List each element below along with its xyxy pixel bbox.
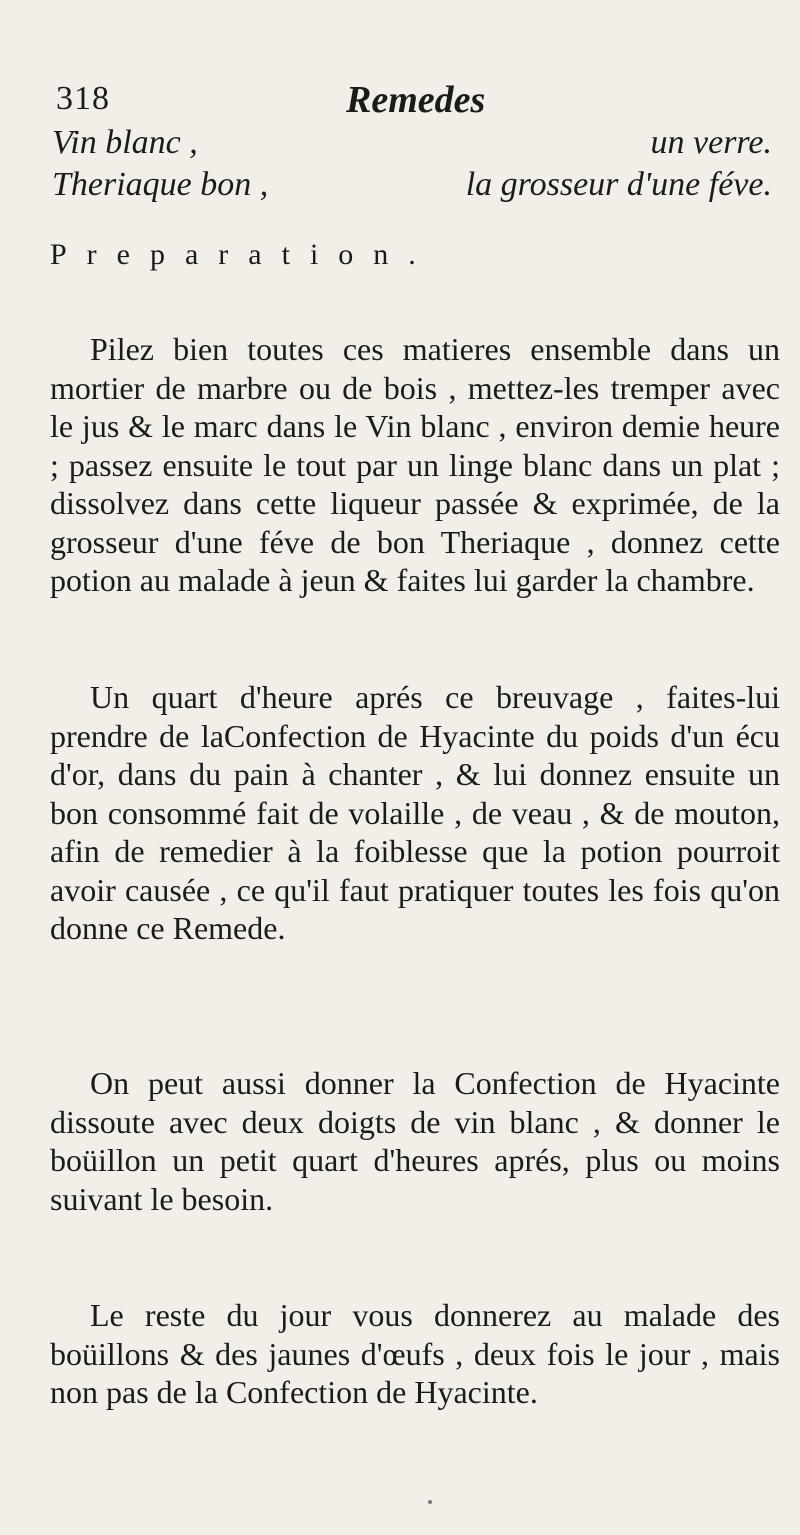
ingredient-row: [52, 124, 772, 166]
paragraph: Pilez bien toutes ces matieres ensemble dans un mortier de marbre ou de bois , mettez-les tremper avec le jus & le marc dans le Vin blanc , environ demie heure ; passez ensuite le tout par un linge blanc dans un plat ; dissolvez dans cette liqueur passée & exprimée, de la grosseur d'une féve de bon Theriaque , donnez cette potion au malade à jeun & faites lui garder la chambre.: [50, 331, 780, 598]
ingredient-name: Vin blanc ,: [52, 124, 198, 161]
paragraph: Un quart d'heure aprés ce breuvage , faites-lui prendre de laConfection de Hyacinte du poids d'un écu d'or, dans du pain à chanter , & lui donnez ensuite un bon consommé fait de volaille , de veau , & de mouton, afin de remedier à la foiblesse que la potion pourroit avoir causée , ce qu'il faut pratiquer toutes les fois qu'on donne ce Remede.: [50, 679, 780, 946]
ingredient-list: [52, 124, 772, 208]
section-heading: Preparation.: [50, 238, 436, 271]
running-head: [56, 80, 756, 120]
paragraph: On peut aussi donner la Confection de Hyacinte dissoute avec deux doigts de vin blanc , & donner le boüillon un petit quart d'heures aprés, plus ou moins suivant le besoin.: [50, 1065, 780, 1217]
paragraph: Le reste du jour vous donnerez au malade des boüillons & des jaunes d'œufs , deux fois le jour , mais non pas de la Confection de Hyacinte.: [50, 1297, 780, 1410]
ingredient-row: [52, 166, 772, 208]
ink-speck: [428, 1500, 432, 1504]
ingredient-quantity: la grosseur d'une féve.: [465, 166, 772, 203]
ingredient-name: Theriaque bon ,: [52, 166, 269, 203]
running-title: Remedes: [346, 79, 486, 121]
page-number: 318: [56, 80, 110, 117]
ingredient-quantity: un verre.: [650, 124, 772, 161]
